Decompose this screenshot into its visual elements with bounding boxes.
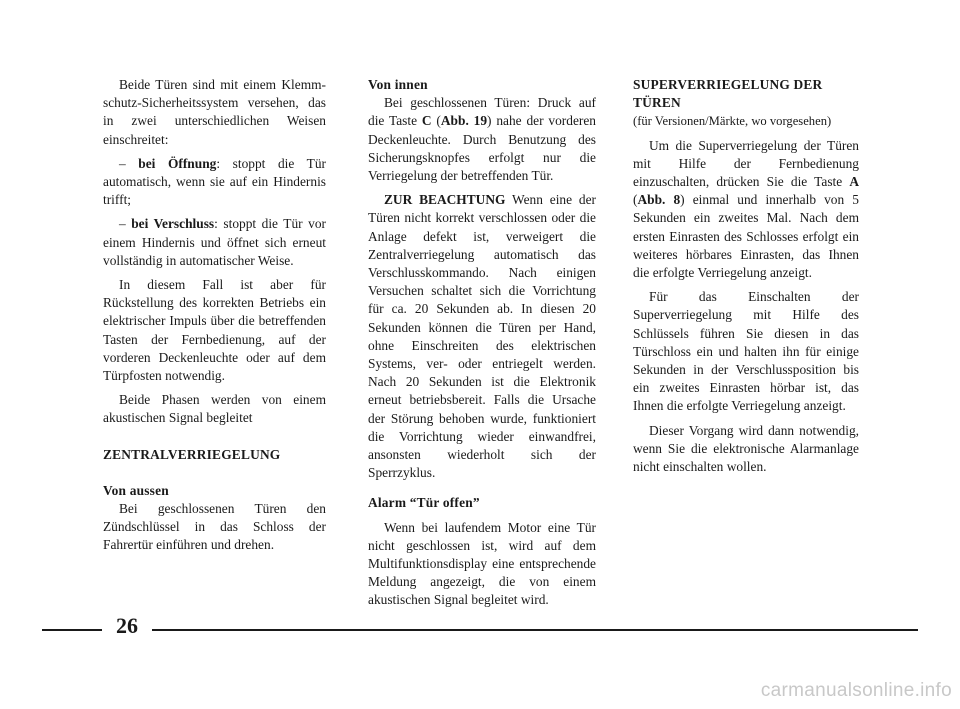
paragraph-intro: Beide Türen sind mit einem Klemm-schutz-Sicherheitssystem versehen, das in zwei unterschiedlichen Weisen einschreitet: bbox=[103, 77, 326, 147]
heading-superlocking: SUPERVERRIEGELUNG DER TÜREN bbox=[633, 77, 823, 111]
dash: – bbox=[119, 216, 132, 232]
opening-text: : stoppt die Tür automatisch, wenn sie auf ein Hindernis trifft; bbox=[103, 155, 326, 208]
footer-rule-right bbox=[152, 629, 918, 631]
dash: – bbox=[119, 155, 139, 171]
key-c: C bbox=[421, 113, 432, 129]
paragraph-signal: Beide Phasen werden von einem akustischen Signal begleitet bbox=[103, 392, 326, 426]
heading-from-inside: Von innen bbox=[368, 77, 428, 92]
closing-text: : stoppt die Tür vor einem Hindernis und öffnet sich erneut vollständig in automatischer Weise. bbox=[103, 216, 326, 268]
heading-central-locking: ZENTRALVERRIEGELUNG bbox=[103, 446, 281, 462]
remote-text-a: Um die Superverriegelung der Türen mit Hilfe der Fernbedienung einzuschalten, drücken Sie die Taste bbox=[633, 137, 859, 190]
paragraph-reset: In diesem Fall ist aber für Rückstellung des korrekten Betriebs ein elektrischer Impuls über die betreffenden Tasten der Fernbedienung, auf der vorderen Deckenleuchte oder auf dem Türpfosten notwendig. bbox=[103, 277, 326, 384]
paragraph-inside bbox=[368, 94, 596, 185]
paragraph-note bbox=[368, 191, 596, 482]
inside-text-c: ) nahe der vorderen Deckenleuchte. Durch Benutzung des Sicherungsknopfes erfolgt nur die Verriegelung der betreffenden Tür. bbox=[368, 113, 597, 184]
paragraph-outside: Bei geschlossenen Türen den Zündschlüssel in das Schloss der Fahrertür einführen und drehen. bbox=[103, 501, 326, 553]
inside-text-b: ( bbox=[431, 113, 441, 129]
paragraph-remote bbox=[633, 137, 859, 283]
paragraph-alarm: Wenn bei laufendem Motor eine Tür nicht geschlossen ist, wird auf dem Multifunktionsdisplay eine entsprechende Meldung angezeigt, die von einem akustischen Signal begleitet wird. bbox=[368, 519, 596, 608]
text-column-right bbox=[633, 76, 859, 476]
note-text: Wenn eine der Türen nicht korrekt verschlossen oder die Anlage defekt ist, verweigert die Zentralverriegelung automatisch das Verschlusskommando. Nach einigen Versuchen schaltet sich die Vorrichtung für ca. 20 Sekunden ab. In diesen 20 Sekunden können die Türen per Hand, ohne Einschreiten des elektrischen Systems, ver- oder entriegelt werden. Nach 20 Sekunden ist die Elektronik erneut betriebsbereit. Falls die Ursache der Störung behoben wurde, funktioniert die Vorrichtung wieder einwandfrei, ansonsten wiederholt sich der Sperrzyklus. bbox=[368, 192, 596, 481]
watermark: carmanualsonline.info bbox=[760, 680, 952, 701]
remote-text-b: ( bbox=[633, 192, 638, 208]
footer-rule-left bbox=[42, 629, 102, 631]
paragraph-opening bbox=[103, 155, 326, 210]
paragraph-closing bbox=[103, 215, 326, 270]
term-closing: bei Verschluss bbox=[131, 216, 215, 232]
figure-ref-8: Abb. 8 bbox=[637, 192, 681, 208]
heading-door-open-alarm: Alarm “Tür offen” bbox=[368, 495, 480, 511]
paragraph-necessity: Dieser Vorgang wird dann notwendig, wenn Sie die elektronische Alarmanlage nicht einschalten wollen. bbox=[633, 422, 859, 475]
text-column-middle bbox=[368, 76, 596, 610]
note-label: ZUR BEACHTUNG bbox=[384, 192, 506, 208]
text-column-left bbox=[103, 76, 326, 555]
heading-from-outside: Von aussen bbox=[103, 482, 169, 498]
inside-text-a: Bei geschlossenen Türen: Druck auf die Taste bbox=[368, 95, 596, 129]
figure-ref-19: Abb. 19 bbox=[440, 113, 488, 129]
term-opening: bei Öffnung bbox=[138, 155, 217, 171]
key-a: A bbox=[849, 174, 859, 190]
version-note: (für Versionen/Märkte, wo vorgesehen) bbox=[633, 114, 832, 129]
remote-text-c: ) einmal und innerhalb von 5 Sekunden ein zweites Mal. Nach dem ersten Einrasten des Schlosses erfolgt ein weiteres hörbares Einrasten, das Ihnen die erfolgte Verriegelung anzeigt. bbox=[633, 192, 859, 281]
paragraph-key: Für das Einschalten der Superverriegelung mit Hilfe des Schlüssels führen Sie diesen in das Türschloss ein und halten ihn für einige Sekunden in der Verschlussposition bis ein zweites Einrasten hörbar ist, das Ihnen die erfolgte Verriegelung anzeigt. bbox=[633, 289, 859, 414]
page-number: 26 bbox=[116, 613, 138, 638]
